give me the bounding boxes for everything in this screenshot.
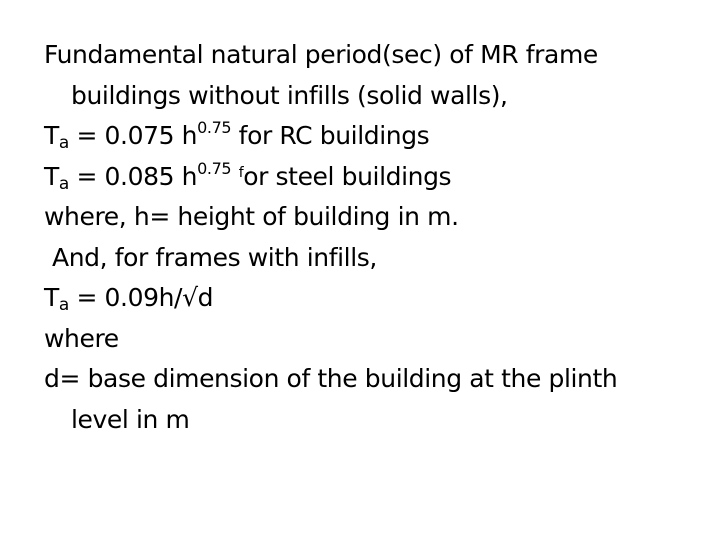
formula-steel-buildings bbox=[44, 157, 694, 198]
text-line-infills bbox=[44, 238, 694, 279]
formula-expression: = 0.075 h bbox=[68, 121, 198, 150]
slide-body bbox=[44, 35, 694, 440]
line-text: level in m bbox=[71, 404, 190, 434]
line-text: d= base dimension of the building at the plinth bbox=[44, 364, 618, 393]
formula-description: or steel buildings bbox=[243, 161, 452, 191]
formula-exponent: 0.75 bbox=[197, 118, 232, 137]
formula-subscript: a bbox=[58, 295, 69, 315]
formula-infilled-frames bbox=[44, 278, 694, 319]
formula-expression: = 0.09h/√d bbox=[68, 283, 214, 312]
text-line-intro-continued bbox=[44, 76, 694, 117]
formula-rc-buildings bbox=[44, 116, 694, 157]
formula-space bbox=[231, 162, 239, 191]
formula-raised-letter: f bbox=[238, 164, 244, 181]
text-line-base-dimension bbox=[44, 359, 694, 400]
formula-expression: = 0.085 h bbox=[68, 161, 198, 191]
text-line-where bbox=[44, 319, 694, 360]
text-line-height-definition bbox=[44, 197, 694, 238]
formula-symbol: T bbox=[44, 283, 59, 312]
line-text: buildings without infills (solid walls), bbox=[71, 80, 508, 110]
formula-symbol: T bbox=[44, 161, 59, 191]
formula-symbol: T bbox=[44, 121, 59, 150]
line-text: And, for frames with infills, bbox=[52, 242, 377, 272]
formula-description: for RC buildings bbox=[231, 121, 430, 150]
line-text: Fundamental natural period(sec) of MR frame bbox=[44, 40, 598, 69]
formula-exponent: 0.75 bbox=[197, 158, 232, 178]
text-line-intro bbox=[44, 35, 694, 76]
text-line-base-dimension-continued bbox=[44, 400, 694, 441]
line-text: where bbox=[44, 323, 119, 353]
formula-subscript: a bbox=[58, 133, 69, 153]
line-text: where, h= height of building in m. bbox=[44, 202, 459, 231]
formula-subscript: a bbox=[58, 173, 69, 194]
